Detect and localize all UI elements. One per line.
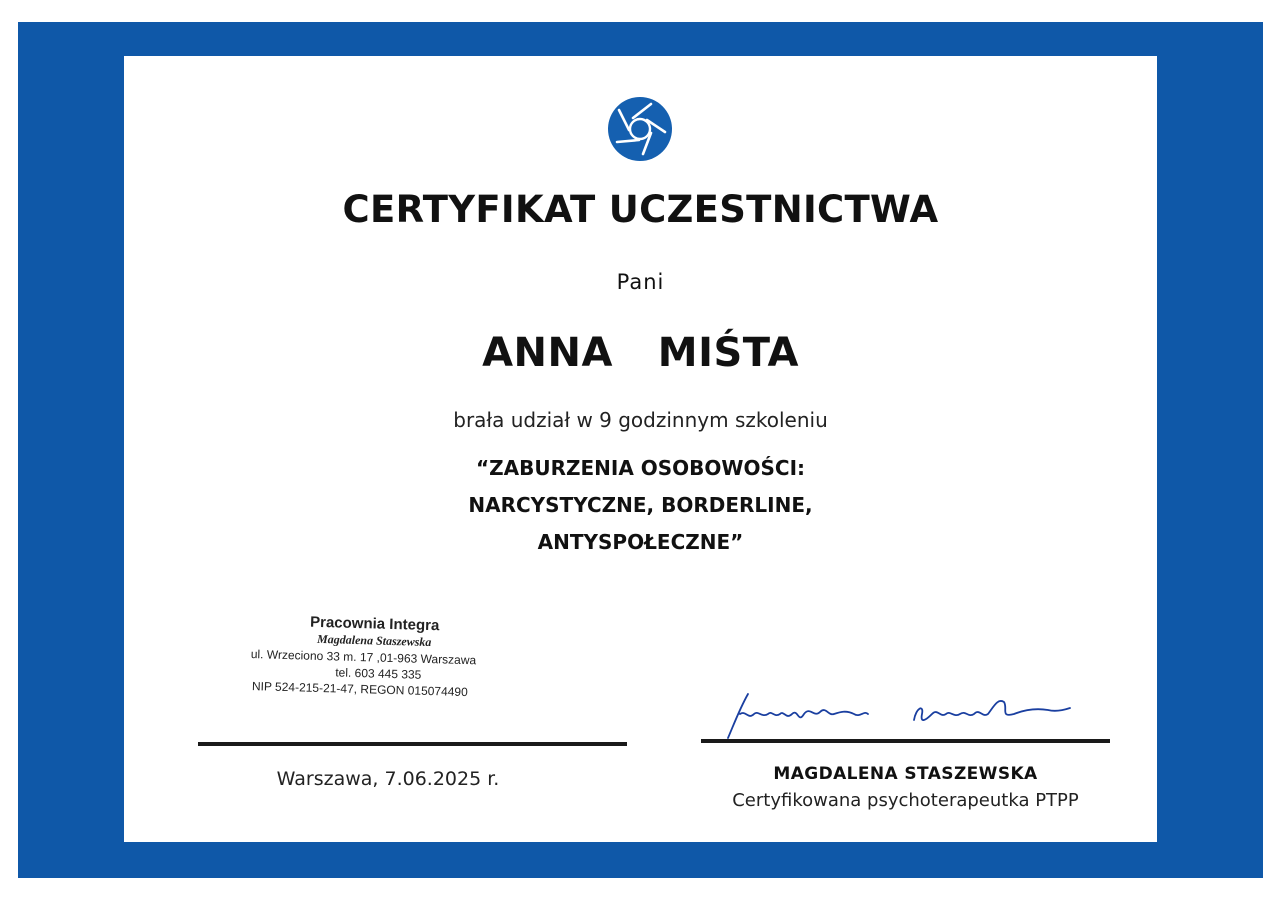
date-line xyxy=(198,742,627,746)
certificate-title: CERTYFIKAT UCZESTNICTWA xyxy=(342,188,939,231)
aperture-logo-icon xyxy=(607,96,673,162)
course-title-line: NARCYSTYCZNE, BORDERLINE, xyxy=(468,493,813,517)
course-title xyxy=(124,450,1157,561)
stamp-phone: tel. 603 445 335 xyxy=(335,665,422,682)
handwritten-signature xyxy=(718,684,1078,744)
salutation: Pani xyxy=(616,270,665,294)
stamp-organization-name: Pracownia Integra xyxy=(309,613,440,635)
signer-title: Certyfikowana psychoterapeutka PTPP xyxy=(732,790,1079,811)
course-title-line: “ZABURZENIA OSOBOWOŚCI: xyxy=(475,456,806,480)
stamp-tax-ids: NIP 524-215-21-47, REGON 015074490 xyxy=(251,679,468,700)
stamp-owner-name: Magdalena Staszewska xyxy=(316,631,432,650)
place-and-date: Warszawa, 7.06.2025 r. xyxy=(276,768,500,790)
signer-name: MAGDALENA STASZEWSKA xyxy=(773,764,1038,784)
recipient-name: ANNA MIŚTA xyxy=(482,330,799,376)
course-title-line: ANTYSPOŁECZNE” xyxy=(537,530,744,554)
participation-text: brała udział w 9 godzinnym szkoleniu xyxy=(453,408,828,432)
organization-stamp xyxy=(248,612,510,700)
stamp-address: ul. Wrzeciono 33 m. 17 ,01-963 Warszawa xyxy=(250,647,477,668)
signature-line xyxy=(701,739,1110,743)
